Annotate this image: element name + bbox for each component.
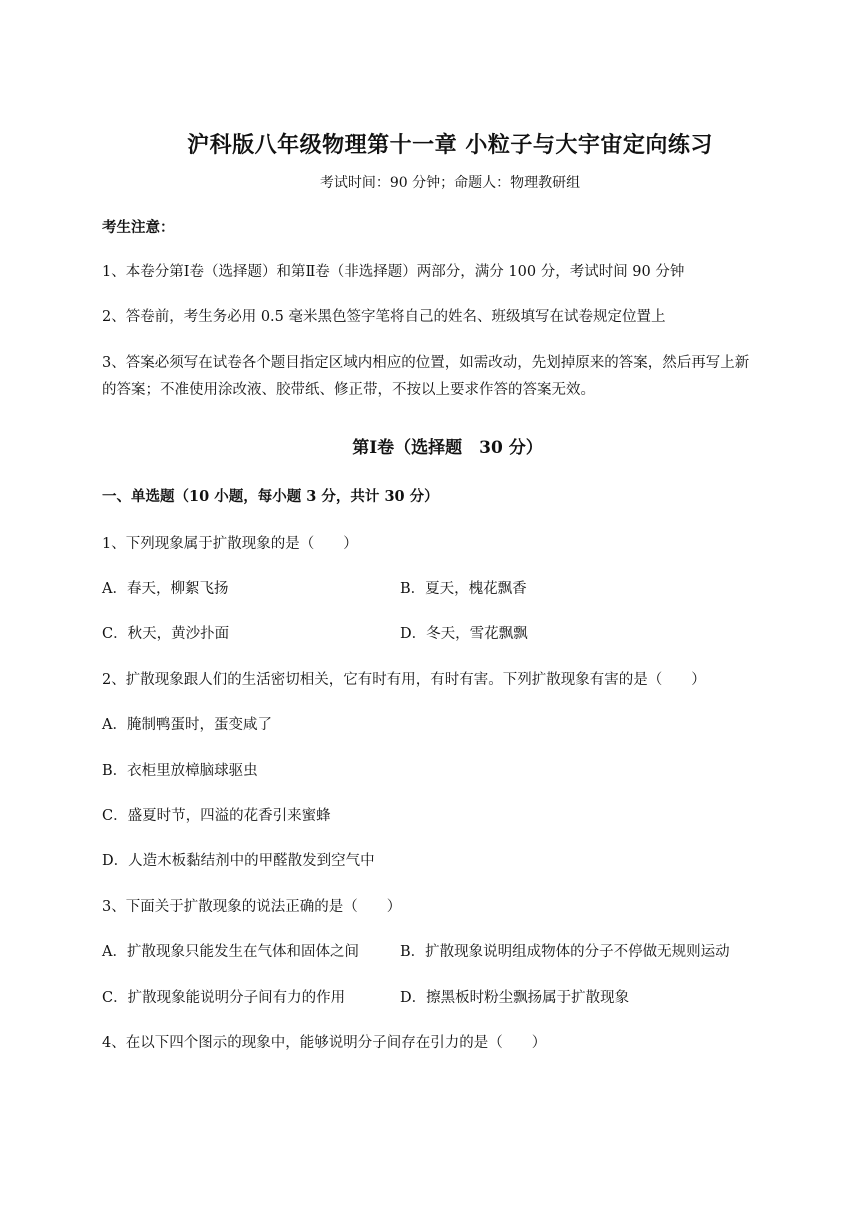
question-3-option-a: A．扩散现象只能发生在气体和固体之间 xyxy=(102,944,359,960)
question-3-stem: 3、下面关于扩散现象的说法正确的是（ ） xyxy=(102,899,402,915)
notice-item-1: 1、本卷分第Ⅰ卷（选择题）和第Ⅱ卷（非选择题）两部分，满分 100 分，考试时间 90 分钟 xyxy=(102,264,685,280)
question-2-stem: 2、扩散现象跟人们的生活密切相关，它有时有用，有时有害。下列扩散现象有害的是（ ） xyxy=(102,672,706,688)
question-2-option-c: C．盛夏时节，四溢的花香引来蜜蜂 xyxy=(102,808,331,824)
notice-item-3: 3、答案必须写在试卷各个题目指定区域内相应的位置，如需改动，先划掉原来的答案，然后再写上新 xyxy=(102,355,750,371)
question-1-option-d: D．冬天，雪花飘飘 xyxy=(400,626,528,642)
question-4-stem: 4、在以下四个图示的现象中，能够说明分子间存在引力的是（ ） xyxy=(102,1035,547,1051)
question-1-option-b: B．夏天，槐花飘香 xyxy=(400,581,527,597)
question-2-option-b: B．衣柜里放樟脑球驱虫 xyxy=(102,763,258,779)
question-3-option-b: B．扩散现象说明组成物体的分子不停做无规则运动 xyxy=(400,944,730,960)
question-2-option-a: A．腌制鸭蛋时，蛋变咸了 xyxy=(102,717,272,733)
question-1-option-a: A．春天，柳絮飞扬 xyxy=(102,581,229,597)
notice-item-3-continued: 的答案；不准使用涂改液、胶带纸、修正带，不按以上要求作答的答案无效。 xyxy=(102,382,595,398)
question-1-option-c: C．秋天，黄沙扑面 xyxy=(102,626,230,642)
question-1-stem: 1、下列现象属于扩散现象的是（ ） xyxy=(102,536,358,552)
question-3-option-c: C．扩散现象能说明分子间有力的作用 xyxy=(102,990,346,1006)
section-title: 第Ⅰ卷（选择题 30 分） xyxy=(352,438,543,458)
part-heading: 一、单选题（10 小题，每小题 3 分，共计 30 分） xyxy=(102,488,439,505)
notice-heading: 考生注意： xyxy=(102,219,175,236)
exam-title: 沪科版八年级物理第十一章 小粒子与大宇宙定向练习 xyxy=(187,132,713,158)
notice-item-2: 2、答卷前，考生务必用 0.5 毫米黑色签字笔将自己的姓名、班级填写在试卷规定位置上 xyxy=(102,309,666,325)
exam-subtitle: 考试时间：90 分钟；命题人：物理教研组 xyxy=(319,175,581,191)
question-3-option-d: D．擦黑板时粉尘飘扬属于扩散现象 xyxy=(400,990,630,1006)
question-2-option-d: D．人造木板黏结剂中的甲醛散发到空气中 xyxy=(102,853,375,869)
